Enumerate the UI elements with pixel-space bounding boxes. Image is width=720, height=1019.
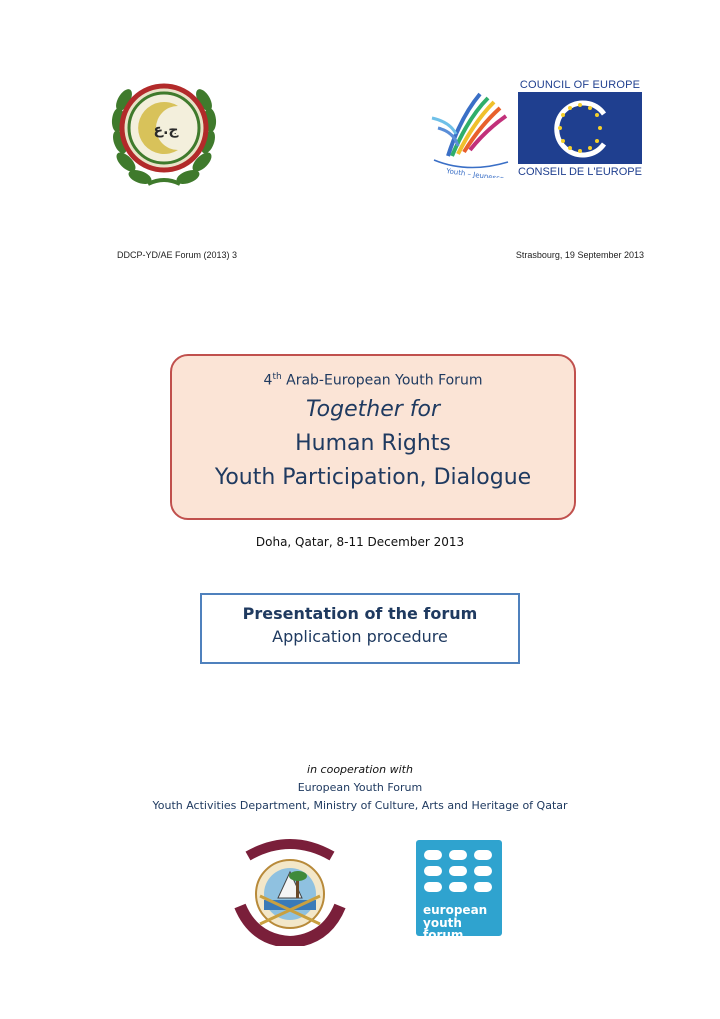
svg-text:ج.ع: ج.ع [153, 122, 179, 138]
edition-number: 4 [263, 372, 273, 389]
council-of-europe-flag [518, 92, 642, 164]
forum-title-line3: Youth Participation, Dialogue [214, 464, 532, 490]
forum-title-box [170, 354, 576, 520]
edition-suffix: th [272, 372, 282, 382]
edition-text: Arab-European Youth Forum [281, 372, 483, 389]
youth-jeunesse-text: Youth – Jeunesse [445, 167, 505, 178]
youth-jeunesse-logo-icon [428, 88, 512, 178]
forum-title-line1: Together for [305, 396, 441, 422]
cooperation-label: in cooperation with [307, 763, 413, 776]
council-of-europe-bottom-text: CONSEIL DE L'EUROPE [518, 166, 642, 178]
forum-title-line2: Human Rights [295, 430, 451, 456]
council-of-europe-logo-icon [517, 78, 643, 180]
arab-league-emblem-icon [108, 72, 220, 190]
qatar-ministry-emblem-icon [234, 836, 346, 946]
presentation-title: Presentation of the forum [242, 604, 478, 623]
cooperation-partner-2: Youth Activities Department, Ministry of Culture, Arts and Heritage of Qatar [152, 799, 568, 812]
presentation-box [200, 593, 520, 664]
european-youth-forum-logo-icon [416, 840, 502, 942]
presentation-subtitle: Application procedure [272, 627, 448, 646]
cooperation-partner-1: European Youth Forum [297, 781, 423, 794]
document-reference: DDCP-YD/AE Forum (2013) 3 [117, 250, 238, 260]
event-location: Doha, Qatar, 8-11 December 2013 [255, 535, 465, 549]
eyf-text-line1: european [423, 903, 488, 917]
forum-edition [172, 372, 574, 389]
document-place-date: Strasbourg, 19 September 2013 [515, 250, 644, 260]
eyf-text-line2: youth forum [423, 916, 464, 942]
council-of-europe-top-text: COUNCIL OF EUROPE [519, 79, 641, 91]
